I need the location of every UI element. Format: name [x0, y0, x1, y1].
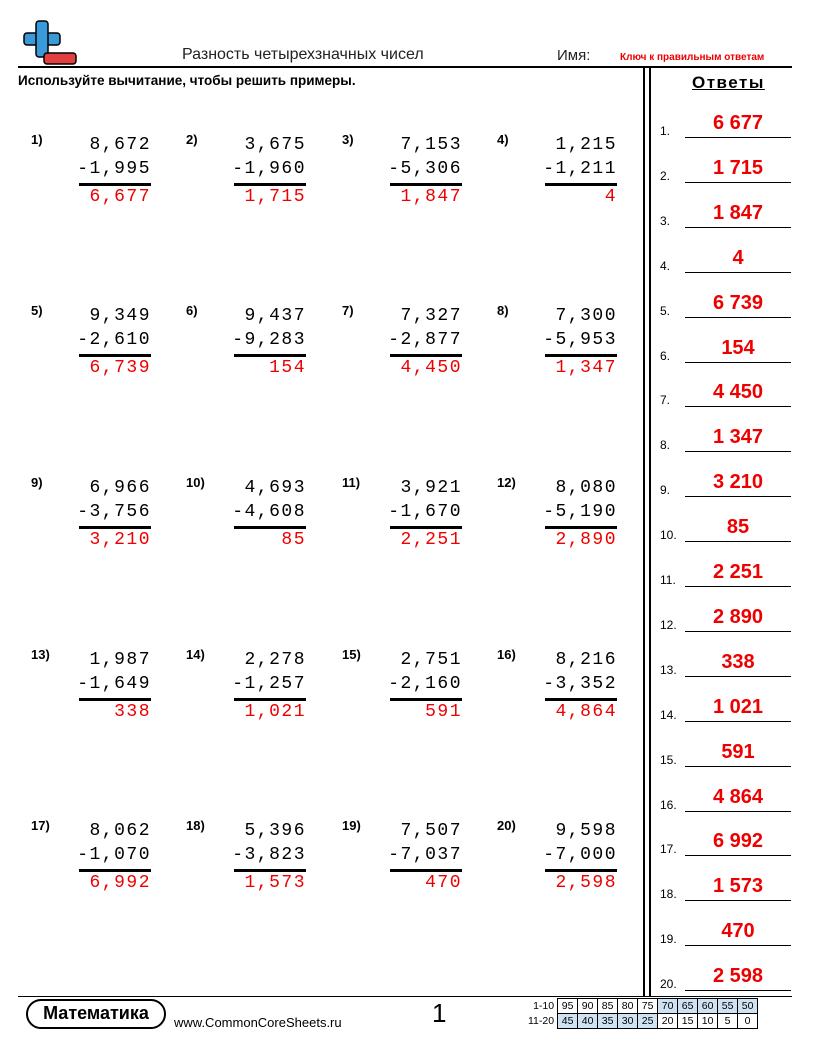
- answer-row: [660, 153, 794, 183]
- problem-result: 4,864: [555, 702, 617, 722]
- problem: [186, 818, 306, 898]
- problem-number: 10): [186, 475, 205, 490]
- answer-row: [660, 961, 794, 991]
- answer-bar: [545, 354, 617, 357]
- answer-number: 12.: [660, 617, 677, 632]
- problem-result: 154: [269, 358, 306, 378]
- problem: [31, 132, 151, 212]
- answer-number: 17.: [660, 842, 677, 857]
- answers-heading: Ответы: [692, 73, 765, 92]
- problem-number: 13): [31, 647, 50, 662]
- problem-number: 18): [186, 818, 205, 833]
- problem: [497, 132, 617, 212]
- answer-row: [660, 602, 794, 632]
- score-cell: 35: [598, 1014, 618, 1029]
- problem-result: 2,251: [400, 530, 462, 550]
- minuend: 1,987: [89, 650, 151, 670]
- answer-bar: [545, 526, 617, 529]
- problem: [186, 475, 306, 555]
- subtrahend: -9,283: [232, 330, 306, 350]
- subtrahend: -1,670: [388, 502, 462, 522]
- score-cell: 15: [678, 1014, 698, 1029]
- problem: [31, 303, 151, 383]
- subtrahend: -3,352: [543, 674, 617, 694]
- answer-number: 20.: [660, 977, 677, 992]
- subtrahend: -1,649: [77, 674, 151, 694]
- answer-line: [685, 811, 791, 812]
- problem-result: 6,739: [89, 358, 151, 378]
- answer-bar: [234, 354, 306, 357]
- problem-number: 2): [186, 132, 198, 147]
- answer-line: [685, 317, 791, 318]
- problem-result: 3,210: [89, 530, 151, 550]
- answer-number: 5.: [660, 303, 671, 318]
- answer-number: 19.: [660, 932, 677, 947]
- answer-line: [685, 990, 791, 991]
- answer-row: [660, 288, 794, 318]
- answer-value: 4 864: [712, 785, 764, 808]
- answer-line: [685, 945, 791, 946]
- score-cell: 55: [718, 999, 738, 1014]
- subtrahend: -4,608: [232, 502, 306, 522]
- minuend: 8,672: [89, 135, 151, 155]
- answer-line: [685, 451, 791, 452]
- problem: [31, 818, 151, 898]
- problem-number: 4): [497, 132, 509, 147]
- answer-row: [660, 737, 794, 767]
- answer-bar: [79, 354, 151, 357]
- answer-bar: [390, 869, 462, 872]
- problem-result: 470: [425, 873, 462, 893]
- footer-divider: [18, 996, 792, 997]
- answer-line: [685, 631, 791, 632]
- problem-number: 3): [342, 132, 354, 147]
- answer-line: [685, 541, 791, 542]
- answer-value: 6 739: [712, 291, 764, 314]
- answer-value: 154: [721, 336, 755, 359]
- answer-value: 1 021: [712, 695, 764, 718]
- minuend: 7,507: [400, 821, 462, 841]
- problem-number: 6): [186, 303, 198, 318]
- answer-row: [660, 782, 794, 812]
- answer-line: [685, 227, 791, 228]
- answer-line: [685, 721, 791, 722]
- problem-number: 17): [31, 818, 50, 833]
- answer-line: [685, 406, 791, 407]
- answer-value: 338: [721, 650, 755, 673]
- minuend: 7,327: [400, 306, 462, 326]
- problem: [342, 475, 462, 555]
- problem-result: 1,573: [244, 873, 306, 893]
- answer-bar: [234, 698, 306, 701]
- minuend: 7,300: [555, 306, 617, 326]
- subtrahend: -2,160: [388, 674, 462, 694]
- answer-line: [685, 182, 791, 183]
- minuend: 7,153: [400, 135, 462, 155]
- header-divider: [18, 66, 792, 68]
- answer-number: 1.: [660, 124, 671, 138]
- subtrahend: -2,610: [77, 330, 151, 350]
- answer-bar: [390, 698, 462, 701]
- problem-result: 591: [425, 702, 462, 722]
- answer-value: 6 992: [712, 830, 764, 853]
- score-cell: 85: [598, 999, 618, 1014]
- answer-number: 8.: [660, 438, 671, 453]
- problem: [497, 647, 617, 727]
- answer-row: [660, 467, 794, 497]
- answer-number: 6.: [660, 348, 671, 363]
- problem-number: 20): [497, 818, 516, 833]
- problem-result: 1,021: [244, 702, 306, 722]
- answer-line: [685, 362, 791, 363]
- problem: [31, 475, 151, 555]
- answer-value: 6 677: [712, 112, 764, 134]
- subtrahend: -1,995: [77, 159, 151, 179]
- problem-number: 15): [342, 647, 361, 662]
- answer-bar: [234, 183, 306, 186]
- answer-number: 16.: [660, 797, 677, 812]
- problem-result: 2,890: [555, 530, 617, 550]
- answer-line: [685, 496, 791, 497]
- problem: [497, 475, 617, 555]
- score-cell: 25: [638, 1014, 658, 1029]
- worksheet-title: Разность четырехзначных чисел: [182, 46, 424, 63]
- answer-value: 3 210: [712, 471, 764, 494]
- answer-key-label: Ключ к правильным ответам: [620, 52, 765, 63]
- minuend: 9,598: [555, 821, 617, 841]
- score-cell: 95: [558, 999, 578, 1014]
- answer-bar: [79, 869, 151, 872]
- answer-line: [685, 900, 791, 901]
- answer-row: [660, 377, 794, 407]
- subtrahend: -1,257: [232, 674, 306, 694]
- problem-result: 85: [281, 530, 306, 550]
- problem-result: 2,598: [555, 873, 617, 893]
- answer-value: 591: [721, 740, 755, 763]
- score-cell: 75: [638, 999, 658, 1014]
- minuend: 3,675: [244, 135, 306, 155]
- answer-row: [660, 422, 794, 452]
- problem: [186, 647, 306, 727]
- problem: [342, 132, 462, 212]
- minuend: 6,966: [89, 478, 151, 498]
- answer-bar: [234, 526, 306, 529]
- instructions: Используйте вычитание, чтобы решить примеры.: [18, 73, 356, 88]
- answer-value: 2 890: [712, 605, 764, 628]
- answer-number: 4.: [660, 258, 671, 273]
- score-cell: 5: [718, 1014, 738, 1029]
- plus-minus-logo-icon: [20, 20, 78, 66]
- answer-bar: [79, 526, 151, 529]
- minuend: 2,278: [244, 650, 306, 670]
- answer-row: [660, 692, 794, 722]
- problem: [497, 818, 617, 898]
- answer-row: [660, 243, 794, 273]
- score-cell: 45: [558, 1014, 578, 1029]
- problem-result: 1,347: [555, 358, 617, 378]
- answer-line: [685, 766, 791, 767]
- problem-number: 1): [31, 132, 43, 147]
- answer-line: [685, 272, 791, 273]
- answer-row: [660, 826, 794, 856]
- subtrahend: -3,823: [232, 845, 306, 865]
- subtrahend: -1,960: [232, 159, 306, 179]
- answer-number: 13.: [660, 662, 677, 677]
- subtrahend: -1,211: [543, 159, 617, 179]
- answer-row: [660, 647, 794, 677]
- problem-result: 4,450: [400, 358, 462, 378]
- answer-number: 2.: [660, 168, 671, 183]
- score-row-label: 1-10: [533, 1000, 555, 1012]
- problem-number: 7): [342, 303, 354, 318]
- subtrahend: -3,756: [77, 502, 151, 522]
- answer-value: 1 847: [712, 201, 764, 224]
- answers-divider: [649, 66, 651, 996]
- problem: [497, 303, 617, 383]
- answer-number: 9.: [660, 483, 671, 498]
- answer-bar: [390, 354, 462, 357]
- answer-bar: [79, 698, 151, 701]
- problem: [31, 647, 151, 727]
- score-cell: 50: [738, 999, 758, 1014]
- problem: [342, 303, 462, 383]
- problem-result: 4: [604, 187, 617, 207]
- answer-value: 2 251: [712, 561, 764, 583]
- score-row-label: 11-20: [528, 1015, 555, 1027]
- answer-row: [660, 512, 794, 542]
- answer-line: [685, 676, 791, 677]
- answer-row: [660, 916, 794, 946]
- score-cell: 70: [658, 999, 678, 1014]
- minuend: 5,396: [244, 821, 306, 841]
- name-label: Имя:: [557, 47, 591, 64]
- answer-bar: [234, 869, 306, 872]
- subtrahend: -1,070: [77, 845, 151, 865]
- problem: [186, 303, 306, 383]
- answer-number: 11.: [660, 573, 676, 587]
- brand-badge: Математика: [26, 999, 166, 1029]
- answer-row: [660, 108, 794, 138]
- score-row: [526, 999, 758, 1014]
- answer-row: [660, 557, 794, 587]
- answer-number: 7.: [660, 393, 671, 408]
- minuend: 8,062: [89, 821, 151, 841]
- answer-value: 1 715: [712, 156, 764, 179]
- score-cell: 0: [738, 1014, 758, 1029]
- answer-bar: [545, 698, 617, 701]
- answer-value: 4: [732, 246, 744, 269]
- answer-number: 18.: [660, 887, 677, 902]
- answer-line: [685, 137, 791, 138]
- minuend: 9,349: [89, 306, 151, 326]
- answer-value: 85: [726, 516, 750, 539]
- score-cell: 90: [578, 999, 598, 1014]
- score-cell: 60: [698, 999, 718, 1014]
- answer-row: [660, 871, 794, 901]
- answer-line: [685, 586, 791, 587]
- subtrahend: -7,037: [388, 845, 462, 865]
- answer-value: 1 573: [712, 875, 764, 898]
- answer-number: 10.: [660, 528, 677, 543]
- answer-number: 14.: [660, 707, 677, 722]
- answer-value: 1 347: [712, 426, 764, 449]
- problem-number: 11): [342, 475, 361, 490]
- minuend: 3,921: [400, 478, 462, 498]
- minuend: 9,437: [244, 306, 306, 326]
- score-cell: 30: [618, 1014, 638, 1029]
- subtrahend: -2,877: [388, 330, 462, 350]
- score-cell: 40: [578, 1014, 598, 1029]
- answer-value: 4 450: [712, 381, 764, 404]
- answer-number: 15.: [660, 752, 677, 767]
- answer-bar: [545, 183, 617, 186]
- minuend: 1,215: [555, 135, 617, 155]
- answer-bar: [545, 869, 617, 872]
- problem-result: 1,847: [400, 187, 462, 207]
- problem-result: 1,715: [244, 187, 306, 207]
- score-cell: 20: [658, 1014, 678, 1029]
- answer-bar: [79, 183, 151, 186]
- minuend: 8,216: [555, 650, 617, 670]
- problem-number: 8): [497, 303, 509, 318]
- subtrahend: -5,953: [543, 330, 617, 350]
- answers-divider: [643, 66, 645, 996]
- score-cell: 80: [618, 999, 638, 1014]
- problem-number: 5): [31, 303, 43, 318]
- problem-number: 19): [342, 818, 361, 833]
- answer-value: 2 598: [712, 965, 764, 988]
- problem-result: 6,677: [89, 187, 151, 207]
- problem: [342, 818, 462, 898]
- score-cell: 65: [678, 999, 698, 1014]
- answer-row: [660, 198, 794, 228]
- minuend: 2,751: [400, 650, 462, 670]
- score-table: [526, 998, 758, 1029]
- score-row: [526, 1014, 758, 1029]
- answer-number: 3.: [660, 213, 671, 228]
- problem-number: 12): [497, 475, 516, 490]
- problem: [342, 647, 462, 727]
- problem-number: 9): [31, 475, 43, 490]
- answer-bar: [390, 526, 462, 529]
- subtrahend: -5,306: [388, 159, 462, 179]
- answer-bar: [390, 183, 462, 186]
- page-number: 1: [432, 998, 447, 1028]
- problem-number: 14): [186, 647, 205, 662]
- problem: [186, 132, 306, 212]
- minuend: 4,693: [244, 478, 306, 498]
- answer-row: [660, 333, 794, 363]
- subtrahend: -5,190: [543, 502, 617, 522]
- minuend: 8,080: [555, 478, 617, 498]
- problem-number: 16): [497, 647, 516, 662]
- problem-result: 338: [114, 702, 151, 722]
- site-url: www.CommonCoreSheets.ru: [174, 1015, 342, 1030]
- score-cell: 10: [698, 1014, 718, 1029]
- answer-line: [685, 855, 791, 856]
- problem-result: 6,992: [89, 873, 151, 893]
- subtrahend: -7,000: [543, 845, 617, 865]
- answer-value: 470: [721, 920, 755, 943]
